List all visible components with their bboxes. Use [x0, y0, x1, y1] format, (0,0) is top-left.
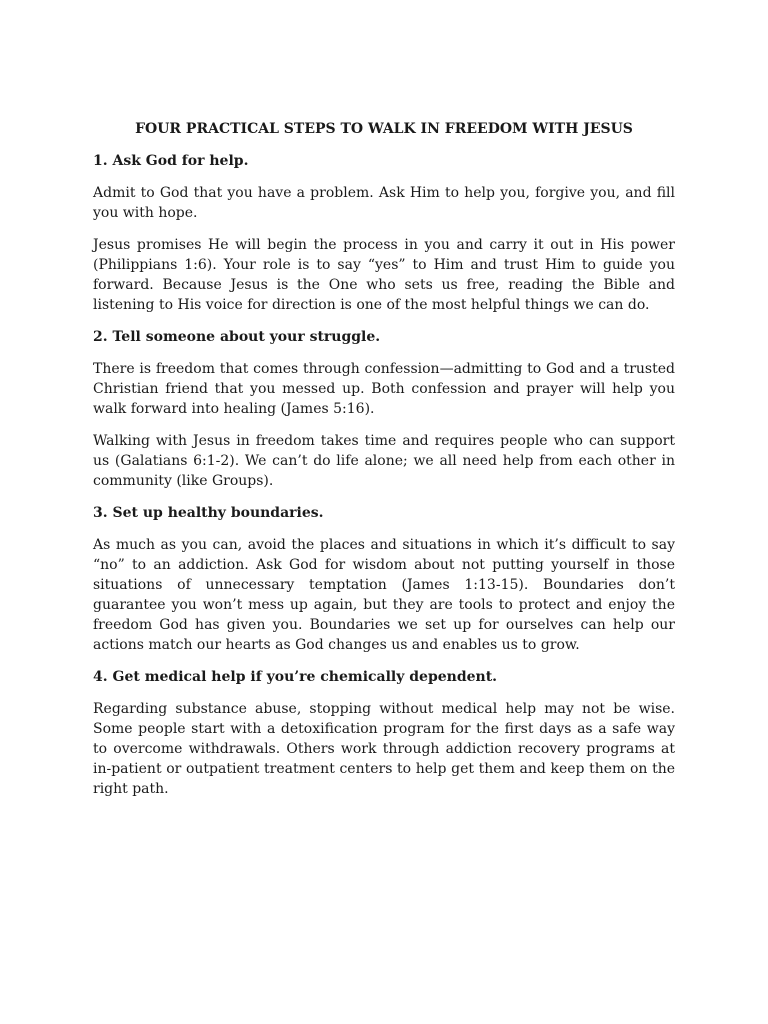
step-2-section — [93, 327, 675, 491]
step-1-section — [93, 151, 675, 315]
step-3-paragraph-1: As much as you can, avoid the places and situations in which it’s difficult to say “no” to an addiction. Ask God for wisdom about not putting yourself in those situations of unnecessary temptation (James 1:13-15). Boundaries don’t guarantee you won’t mess up again, but they are tools to protect and enjoy the freedom God has given you. Boundaries we set up for ourselves can help our actions match our hearts as God changes us and enables us to grow. — [93, 537, 675, 653]
step-2-paragraph-1: There is freedom that comes through confession—admitting to God and a trusted Christian friend that you messed up. Both confession and prayer will help you walk forward into healing (James 5:16). — [93, 361, 675, 417]
step-3-heading: 3. Set up healthy boundaries. — [93, 505, 324, 521]
step-4-heading: 4. Get medical help if you’re chemically dependent. — [93, 669, 498, 685]
step-2-paragraph-2: Walking with Jesus in freedom takes time and requires people who can support us (Galatians 6:1-2). We can’t do life alone; we all need help from each other in community (like Groups). — [93, 433, 675, 489]
step-1-paragraph-2: Jesus promises He will begin the process in you and carry it out in His power (Philippians 1:6). Your role is to say “yes” to Him and trust Him to guide you forward. Because Jesus is the One who sets us free, reading the Bible and listening to His voice for direction is one of the most helpful things we can do. — [93, 237, 675, 313]
step-1-paragraph-1: Admit to God that you have a problem. Ask Him to help you, forgive you, and fill you with hope. — [93, 185, 675, 221]
step-3-section — [93, 503, 675, 655]
document-title: FOUR PRACTICAL STEPS TO WALK IN FREEDOM WITH JESUS — [135, 121, 633, 137]
step-1-heading: 1. Ask God for help. — [93, 153, 249, 169]
step-4-section — [93, 667, 675, 799]
step-4-paragraph-1: Regarding substance abuse, stopping without medical help may not be wise. Some people start with a detoxification program for the first days as a safe way to overcome withdrawals. Others work through addiction recovery programs at in-patient or outpatient treatment centers to help get them and keep them on the right path. — [93, 701, 675, 797]
step-2-heading: 2. Tell someone about your struggle. — [93, 329, 381, 345]
document-page — [93, 119, 675, 811]
